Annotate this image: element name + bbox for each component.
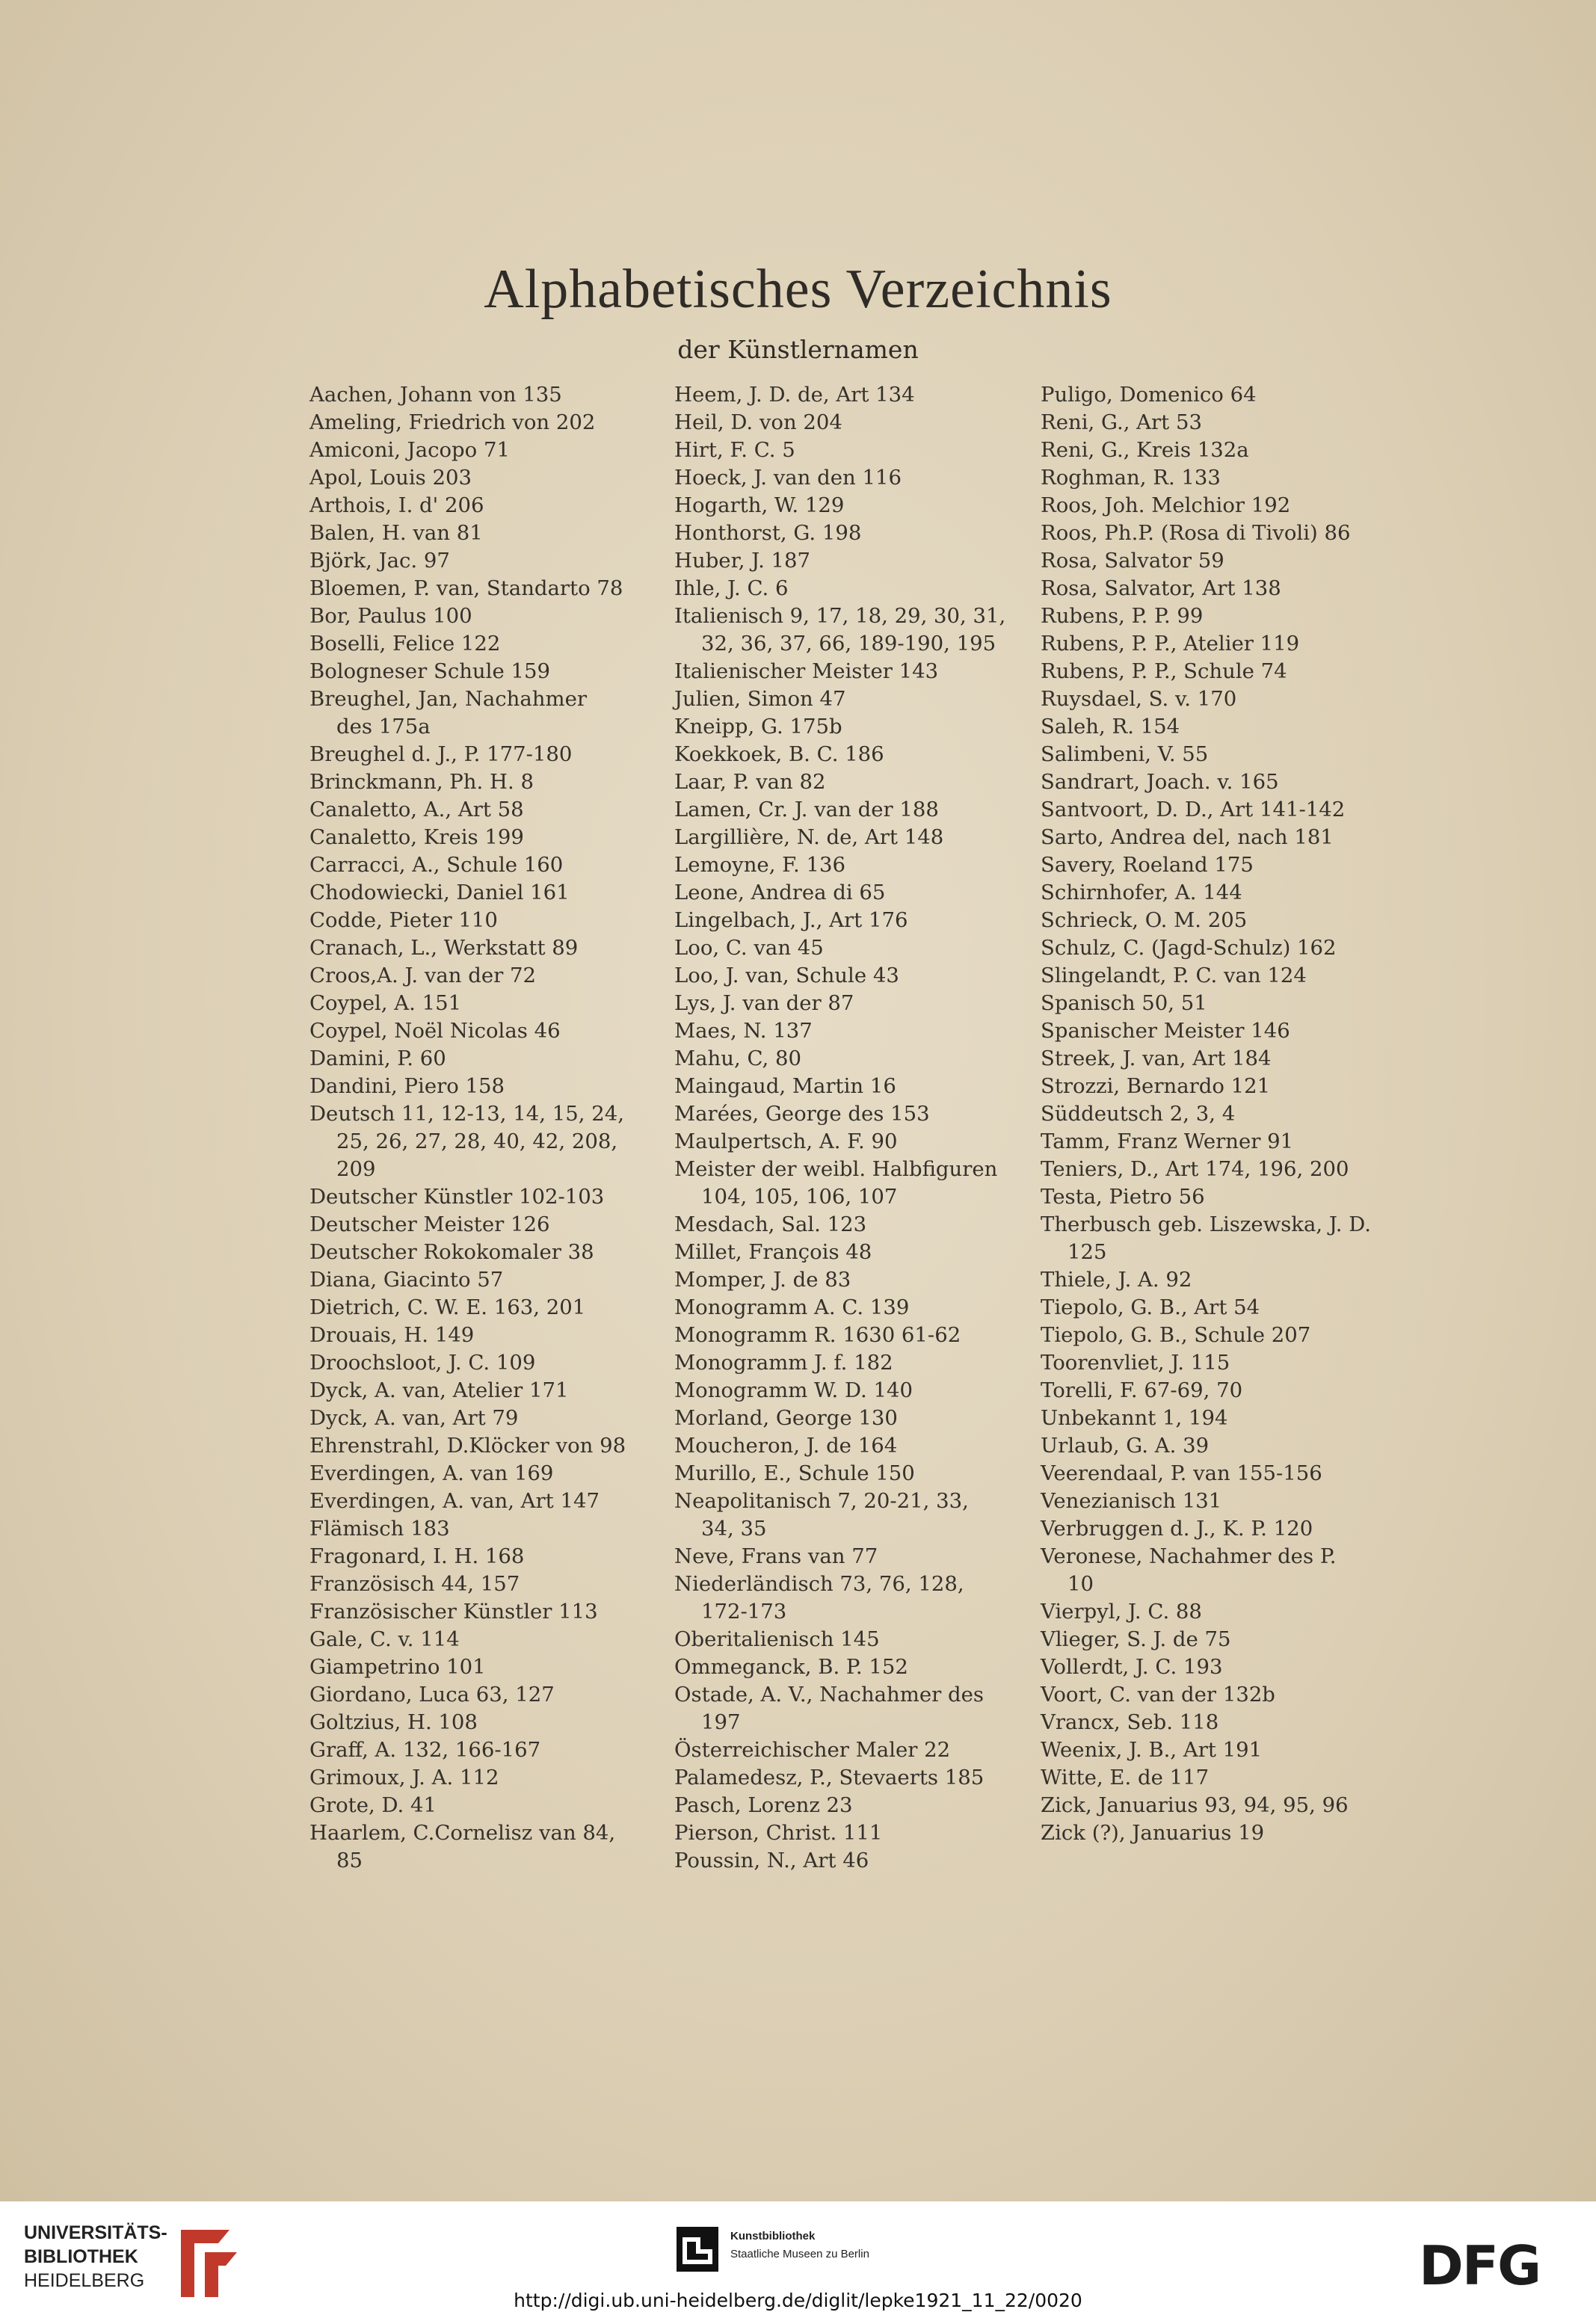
- index-entry: Schulz, C. (Jagd-Schulz) 162: [1041, 936, 1337, 960]
- index-entry: Codde, Pieter 110: [309, 908, 498, 932]
- index-entry: Italienischer Meister 143: [674, 659, 939, 683]
- index-entry-continuation: 10: [1067, 1572, 1094, 1596]
- index-entry: Sarto, Andrea del, nach 181: [1041, 825, 1334, 849]
- index-entry: Maes, N. 137: [674, 1019, 813, 1043]
- index-entry: Hirt, F. C. 5: [674, 438, 795, 462]
- library-name-line-2: BIBLIOTHEK: [24, 2246, 138, 2267]
- index-entry-continuation: 85: [336, 1849, 363, 1872]
- index-entry: Maingaud, Martin 16: [674, 1074, 896, 1098]
- kunstbibliothek-name: Kunstbibliothek: [730, 2230, 816, 2243]
- index-entry: Süddeutsch 2, 3, 4: [1041, 1102, 1236, 1126]
- index-entry: Schirnhofer, A. 144: [1041, 881, 1242, 904]
- index-entry: Deutsch 11, 12-13, 14, 15, 24,: [309, 1102, 624, 1126]
- index-entry: Cranach, L., Werkstatt 89: [309, 936, 579, 960]
- index-entry: Rubens, P. P., Atelier 119: [1041, 632, 1300, 656]
- index-entry: Monogramm W. D. 140: [674, 1378, 913, 1402]
- index-entry: Veronese, Nachahmer des P.: [1041, 1544, 1337, 1568]
- page-subtitle: der Künstlernamen: [677, 335, 919, 364]
- index-entry: Laar, P. van 82: [674, 770, 826, 794]
- index-entry: Therbusch geb. Liszewska, J. D.: [1041, 1212, 1372, 1236]
- index-entry: Venezianisch 131: [1041, 1489, 1222, 1513]
- index-entry: Murillo, E., Schule 150: [674, 1461, 915, 1485]
- index-entry: Tiepolo, G. B., Art 54: [1041, 1295, 1260, 1319]
- index-entry: Slingelandt, P. C. van 124: [1041, 964, 1307, 987]
- index-entry: Monogramm A. C. 139: [674, 1295, 910, 1319]
- index-entry: Coypel, Noël Nicolas 46: [309, 1019, 561, 1043]
- dfg-logo[interactable]: DFG: [1419, 2234, 1541, 2297]
- index-entry: Roghman, R. 133: [1041, 466, 1221, 490]
- index-entry: Salimbeni, V. 55: [1041, 742, 1209, 766]
- index-entry: Graff, A. 132, 166-167: [309, 1738, 541, 1762]
- index-entry: Haarlem, C.Cornelisz van 84,: [309, 1821, 616, 1845]
- index-entry: Fragonard, I. H. 168: [309, 1544, 525, 1568]
- index-entry: Zick (?), Januarius 19: [1041, 1821, 1265, 1845]
- index-entry: Amiconi, Jacopo 71: [309, 438, 510, 462]
- index-entry: Ostade, A. V., Nachahmer des: [674, 1683, 984, 1707]
- index-entry: Morland, George 130: [674, 1406, 898, 1430]
- index-entry: Gale, C. v. 114: [309, 1627, 460, 1651]
- index-entry: Oberitalienisch 145: [674, 1627, 880, 1651]
- index-entry: Marées, George des 153: [674, 1102, 930, 1126]
- index-entry: Monogramm R. 1630 61-62: [674, 1323, 961, 1347]
- index-entry: Ruysdael, S. v. 170: [1041, 687, 1237, 711]
- index-entry-continuation: des 175a: [336, 715, 431, 739]
- index-entry: Leone, Andrea di 65: [674, 881, 886, 904]
- index-entry: Loo, C. van 45: [674, 936, 824, 960]
- index-entry: Hoeck, J. van den 116: [674, 466, 902, 490]
- index-entry: Droochsloot, J. C. 109: [309, 1351, 536, 1375]
- index-entry: Meister der weibl. Halbfiguren: [674, 1157, 998, 1181]
- index-entry: Breughel, Jan, Nachahmer: [309, 687, 587, 711]
- index-entry: Mesdach, Sal. 123: [674, 1212, 867, 1236]
- index-entry: Honthorst, G. 198: [674, 521, 862, 545]
- index-entry: Carracci, A., Schule 160: [309, 853, 564, 877]
- index-entry: Torelli, F. 67-69, 70: [1041, 1378, 1243, 1402]
- index-entry: Schrieck, O. M. 205: [1041, 908, 1248, 932]
- index-entry: Italienisch 9, 17, 18, 29, 30, 31,: [674, 604, 1006, 628]
- index-entry: Diana, Giacinto 57: [309, 1268, 504, 1292]
- index-entry: Everdingen, A. van, Art 147: [309, 1489, 600, 1513]
- index-entry: Spanisch 50, 51: [1041, 991, 1207, 1015]
- index-entry: Chodowiecki, Daniel 161: [309, 881, 570, 904]
- index-entry: Ihle, J. C. 6: [674, 576, 789, 600]
- index-entry: Bologneser Schule 159: [309, 659, 550, 683]
- index-entry: Hogarth, W. 129: [674, 493, 845, 517]
- index-entry: Sandrart, Joach. v. 165: [1041, 770, 1279, 794]
- index-entry: Björk, Jac. 97: [309, 549, 450, 573]
- index-entry: Niederländisch 73, 76, 128,: [674, 1572, 964, 1596]
- index-entry: Deutscher Künstler 102-103: [309, 1185, 605, 1209]
- index-entry: Saleh, R. 154: [1041, 715, 1180, 739]
- index-entry: Heem, J. D. de, Art 134: [674, 383, 915, 407]
- index-entry-continuation: 125: [1067, 1240, 1107, 1264]
- index-entry: Dietrich, C. W. E. 163, 201: [309, 1295, 586, 1319]
- index-entry: Grimoux, J. A. 112: [309, 1766, 499, 1790]
- index-entry: Coypel, A. 151: [309, 991, 462, 1015]
- index-entry-continuation: 32, 36, 37, 66, 189-190, 195: [701, 632, 996, 656]
- kunstbibliothek-emblem-icon: [677, 2227, 718, 2272]
- index-entry: Bor, Paulus 100: [309, 604, 472, 628]
- index-entry: Grote, D. 41: [309, 1793, 437, 1817]
- index-entry: Dyck, A. van, Art 79: [309, 1406, 519, 1430]
- index-entry: Moucheron, J. de 164: [674, 1434, 898, 1458]
- index-entry: Giordano, Luca 63, 127: [309, 1683, 555, 1707]
- index-entry: Croos,A. J. van der 72: [309, 964, 537, 987]
- index-entry: Rubens, P. P., Schule 74: [1041, 659, 1287, 683]
- index-entry: Französischer Künstler 113: [309, 1600, 598, 1624]
- permalink-url[interactable]: http://digi.ub.uni-heidelberg.de/diglit/lepke1921_11_22/0020: [514, 2290, 1082, 2311]
- index-entry: Rosa, Salvator 59: [1041, 549, 1224, 573]
- index-entry: Tiepolo, G. B., Schule 207: [1041, 1323, 1311, 1347]
- index-entry: Französisch 44, 157: [309, 1572, 520, 1596]
- index-entry: Koekkoek, B. C. 186: [674, 742, 884, 766]
- index-entry: Tamm, Franz Werner 91: [1041, 1129, 1294, 1153]
- index-entry: Ameling, Friedrich von 202: [309, 410, 596, 434]
- index-entry: Breughel d. J., P. 177-180: [309, 742, 573, 766]
- index-entry: Witte, E. de 117: [1041, 1766, 1210, 1790]
- index-entry: Ehrenstrahl, D.Klöcker von 98: [309, 1434, 626, 1458]
- index-entry: Apol, Louis 203: [309, 466, 472, 490]
- index-column-2: [674, 381, 1033, 1875]
- index-entry: Deutscher Meister 126: [309, 1212, 550, 1236]
- index-entry: Loo, J. van, Schule 43: [674, 964, 899, 987]
- index-entry-continuation: 25, 26, 27, 28, 40, 42, 208,: [336, 1129, 618, 1153]
- index-entry: Kneipp, G. 175b: [674, 715, 842, 739]
- index-entry: Arthois, I. d' 206: [309, 493, 484, 517]
- index-entry: Largillière, N. de, Art 148: [674, 825, 944, 849]
- index-entry: Millet, François 48: [674, 1240, 872, 1264]
- index-entry: Momper, J. de 83: [674, 1268, 851, 1292]
- index-entry: Balen, H. van 81: [309, 521, 483, 545]
- index-entry: Weenix, J. B., Art 191: [1041, 1738, 1263, 1762]
- index-entry: Vlieger, S. J. de 75: [1041, 1627, 1231, 1651]
- index-entry: Heil, D. von 204: [674, 410, 842, 434]
- index-entry: Canaletto, A., Art 58: [309, 798, 524, 822]
- index-entry: Canaletto, Kreis 199: [309, 825, 524, 849]
- index-entry: Neve, Frans van 77: [674, 1544, 878, 1568]
- index-entry: Rosa, Salvator, Art 138: [1041, 576, 1281, 600]
- index-entry: Roos, Joh. Melchior 192: [1041, 493, 1291, 517]
- index-entry: Vollerdt, J. C. 193: [1041, 1655, 1223, 1679]
- index-entry: Rubens, P. P. 99: [1041, 604, 1204, 628]
- index-entry: Julien, Simon 47: [674, 687, 846, 711]
- library-name-line-3: HEIDELBERG: [24, 2270, 145, 2291]
- index-entry-continuation: 172-173: [701, 1600, 787, 1624]
- index-entry: Deutscher Rokokomaler 38: [309, 1240, 594, 1264]
- page-title: Alphabetisches Verzeichnis: [484, 259, 1112, 320]
- index-entry: Pasch, Lorenz 23: [674, 1793, 853, 1817]
- index-entry: Veerendaal, P. van 155-156: [1041, 1461, 1322, 1485]
- index-entry: Huber, J. 187: [674, 549, 811, 573]
- index-entry: Dyck, A. van, Atelier 171: [309, 1378, 569, 1402]
- index-entry: Pierson, Christ. 111: [674, 1821, 883, 1845]
- index-entry: Thiele, J. A. 92: [1041, 1268, 1192, 1292]
- index-column-1: [309, 381, 668, 1875]
- index-entry: Savery, Roeland 175: [1041, 853, 1254, 877]
- index-entry: Lingelbach, J., Art 176: [674, 908, 908, 932]
- index-entry: Vrancx, Seb. 118: [1041, 1710, 1219, 1734]
- index-entry: Boselli, Felice 122: [309, 632, 501, 656]
- index-column-3: [1041, 381, 1399, 1847]
- index-entry-continuation: 197: [701, 1710, 741, 1734]
- index-entry-continuation: 209: [336, 1157, 376, 1181]
- index-entry: Ommeganck, B. P. 152: [674, 1655, 908, 1679]
- index-entry: Teniers, D., Art 174, 196, 200: [1041, 1157, 1349, 1181]
- index-entry-continuation: 104, 105, 106, 107: [701, 1185, 898, 1209]
- index-entry-continuation: 34, 35: [701, 1517, 767, 1541]
- index-entry: Bloemen, P. van, Standarto 78: [309, 576, 623, 600]
- index-entry: Poussin, N., Art 46: [674, 1849, 869, 1872]
- index-entry: Streek, J. van, Art 184: [1041, 1047, 1272, 1070]
- index-entry: Spanischer Meister 146: [1041, 1019, 1290, 1043]
- index-entry: Brinckmann, Ph. H. 8: [309, 770, 534, 794]
- index-entry: Drouais, H. 149: [309, 1323, 475, 1347]
- index-entry: Flämisch 183: [309, 1517, 450, 1541]
- index-entry: Voort, C. van der 132b: [1041, 1683, 1275, 1707]
- index-entry: Santvoort, D. D., Art 141-142: [1041, 798, 1346, 822]
- index-entry: Roos, Ph.P. (Rosa di Tivoli) 86: [1041, 521, 1351, 545]
- index-entry: Reni, G., Art 53: [1041, 410, 1202, 434]
- index-entry: Lys, J. van der 87: [674, 991, 854, 1015]
- kunstbibliothek-institution: Staatliche Museen zu Berlin: [730, 2248, 869, 2260]
- footer-bar: [0, 2201, 1596, 2318]
- index-entry: Lemoyne, F. 136: [674, 853, 845, 877]
- index-entry: Testa, Pietro 56: [1041, 1185, 1205, 1209]
- kunstbibliothek-logo[interactable]: [677, 2224, 961, 2276]
- index-entry: Everdingen, A. van 169: [309, 1461, 554, 1485]
- index-entry: Lamen, Cr. J. van der 188: [674, 798, 939, 822]
- index-entry: Urlaub, G. A. 39: [1041, 1434, 1210, 1458]
- index-entry: Zick, Januarius 93, 94, 95, 96: [1041, 1793, 1349, 1817]
- index-entry: Neapolitanisch 7, 20-21, 33,: [674, 1489, 969, 1513]
- index-entry: Giampetrino 101: [309, 1655, 486, 1679]
- index-entry: Mahu, C, 80: [674, 1047, 801, 1070]
- index-entry: Toorenvliet, J. 115: [1041, 1351, 1230, 1375]
- index-entry: Verbruggen d. J., K. P. 120: [1041, 1517, 1313, 1541]
- index-entry: Puligo, Domenico 64: [1041, 383, 1257, 407]
- index-entry: Goltzius, H. 108: [309, 1710, 478, 1734]
- index-entry: Unbekannt 1, 194: [1041, 1406, 1228, 1430]
- index-entry: Aachen, Johann von 135: [309, 383, 562, 407]
- index-entry: Monogramm J. f. 182: [674, 1351, 893, 1375]
- index-entry: Reni, G., Kreis 132a: [1041, 438, 1249, 462]
- index-entry: Österreichischer Maler 22: [674, 1738, 951, 1762]
- index-entry: Maulpertsch, A. F. 90: [674, 1129, 898, 1153]
- index-entry: Damini, P. 60: [309, 1047, 446, 1070]
- index-entry: Dandini, Piero 158: [309, 1074, 505, 1098]
- index-entry: Strozzi, Bernardo 121: [1041, 1074, 1271, 1098]
- index-entry: Vierpyl, J. C. 88: [1041, 1600, 1202, 1624]
- library-name-line-1: UNIVERSITÄTS-: [24, 2222, 167, 2243]
- index-entry: Palamedesz, P., Stevaerts 185: [674, 1766, 985, 1790]
